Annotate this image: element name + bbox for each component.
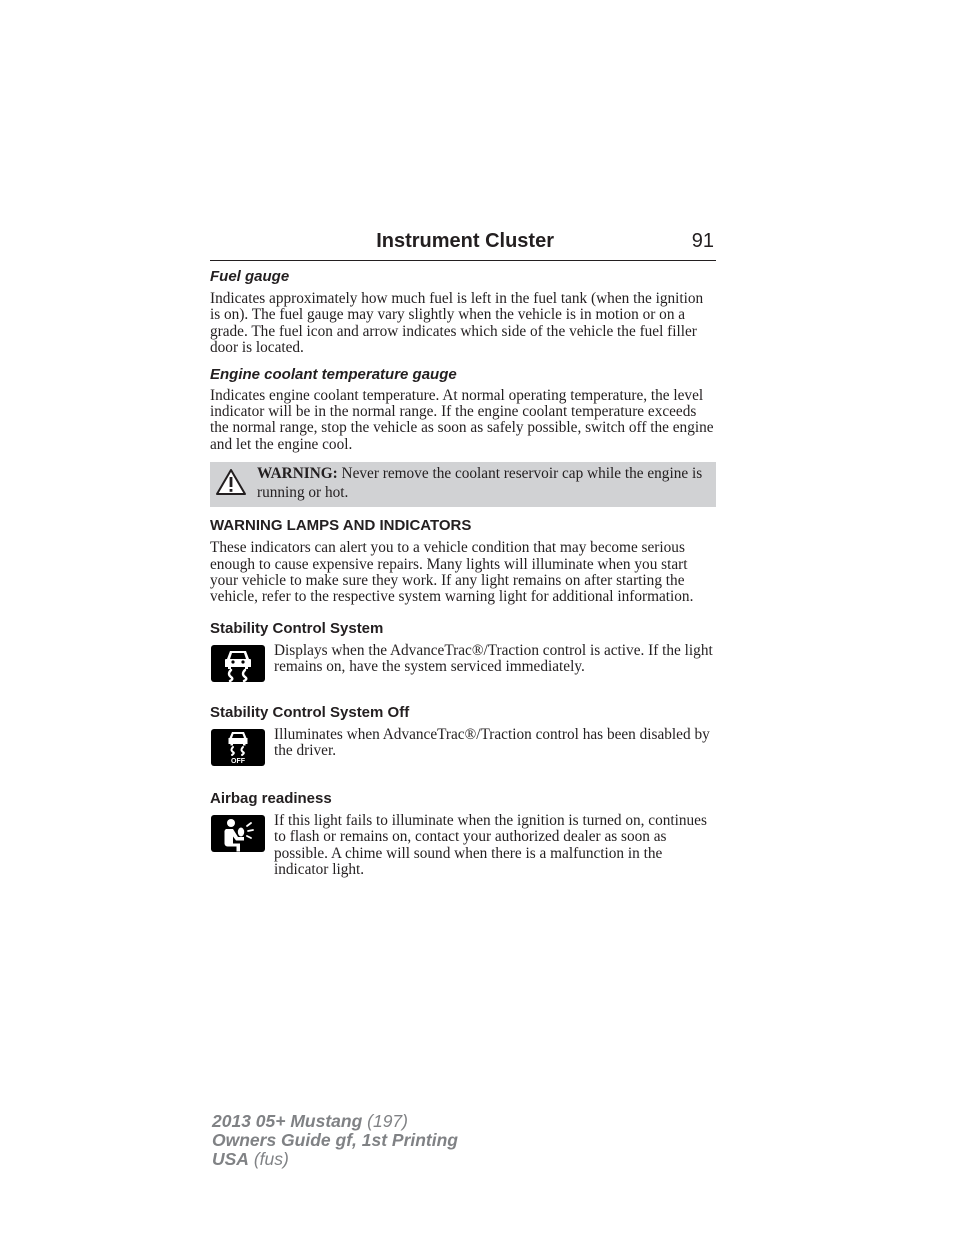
coolant-gauge-heading: Engine coolant temperature gauge <box>210 365 457 383</box>
manual-page <box>210 228 716 879</box>
airbag-readiness-icon <box>211 815 265 852</box>
warning-triangle-icon <box>215 468 247 496</box>
fuel-gauge-heading: Fuel gauge <box>210 268 290 285</box>
warning-text <box>257 464 708 502</box>
warning-message: Never remove the coolant reservoir cap while the engine is running or hot. <box>257 465 703 502</box>
stability-control-heading: Stability Control System <box>210 619 384 637</box>
coolant-gauge-text: Indicates engine coolant temperature. At normal operating temperature, the level indicator will be in the normal range. If the engine coolant temperature exceeds the normal range, stop the vehicle as soon as safely possible, switch off the engine and let the engine cool. <box>210 386 714 453</box>
footer-line-3 <box>212 1150 458 1169</box>
stability-control-text: Displays when the AdvanceTrac®/Traction control is active. If the light remains on, have the system serviced immediately. <box>274 641 713 676</box>
stability-control-off-icon <box>211 729 265 766</box>
footer-market-code: (fus) <box>248 1149 289 1169</box>
page-title: Instrument Cluster <box>376 230 554 252</box>
stability-control-row <box>210 643 716 687</box>
stability-off-icon-label: OFF <box>231 757 245 765</box>
footer-line-2 <box>212 1131 458 1150</box>
page-header <box>210 228 716 261</box>
stability-control-off-row <box>210 727 716 771</box>
warning-lamps-text: These indicators can alert you to a vehicle condition that may become serious enough to cause expensive repairs. Many lights will illuminate when you start your vehicle to make sure they work. If any light remains on after starting the vehicle, refer to the respective system warning light for additional information. <box>210 539 694 606</box>
stability-control-off-text: Illuminates when AdvanceTrac®/Traction control has been disabled by the driver. <box>274 725 710 760</box>
airbag-readiness-text: If this light fails to illuminate when the ignition is turned on, continues to flash or remains on, contact your authorized dealer as soon as possible. A chime will sound when there is a malfunction in the indicator light. <box>274 811 707 879</box>
warning-lamps-heading: WARNING LAMPS AND INDICATORS <box>210 517 472 535</box>
page-footer <box>212 1112 458 1169</box>
stability-control-off-heading: Stability Control System Off <box>210 703 410 721</box>
footer-model-code: (197) <box>362 1111 408 1131</box>
footer-market: USA <box>212 1149 249 1169</box>
fuel-gauge-text: Indicates approximately how much fuel is left in the fuel tank (when the ignition is on). The fuel gauge may vary slightly when the vehicle is in motion or on a grade. The fuel icon and arrow indicates which side of the vehicle the fuel filler door is located. <box>210 290 704 357</box>
warning-box <box>210 462 716 507</box>
footer-line-1 <box>212 1112 458 1131</box>
airbag-readiness-heading: Airbag readiness <box>210 789 332 807</box>
footer-printing: Owners Guide gf, 1st Printing <box>212 1130 458 1150</box>
airbag-readiness-row <box>210 813 716 879</box>
footer-model: 2013 05+ Mustang <box>212 1111 363 1131</box>
stability-control-icon <box>211 645 265 682</box>
warning-label: WARNING: <box>257 465 338 483</box>
page-number: 91 <box>691 230 714 252</box>
